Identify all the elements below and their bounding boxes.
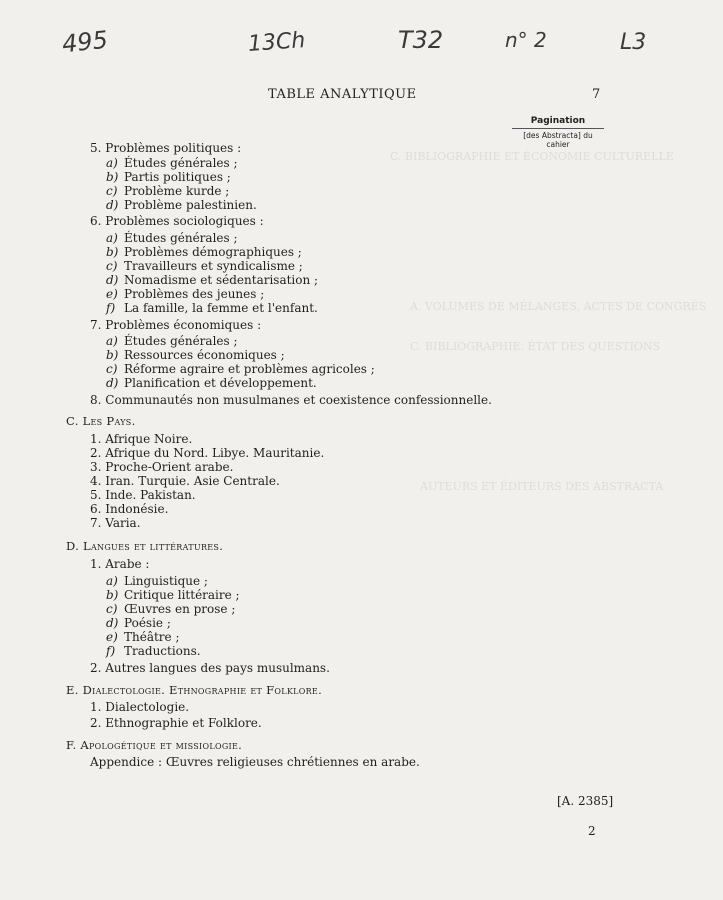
item-label: Problèmes sociologiques : <box>105 214 264 228</box>
footer-page-number: 2 <box>588 824 596 838</box>
toc-sub-item: b) Ressources économiques ; <box>106 348 285 362</box>
section-d-entry: 1. Arabe : <box>90 557 150 571</box>
toc-sub-item: f) La famille, la femme et l'enfant. <box>106 301 318 315</box>
section-e-heading: E. Dialectologie. Ethnographie et Folklore. <box>66 683 323 697</box>
handwritten-note-4: n° 2 <box>505 28 547 52</box>
toc-sub-item: d) Nomadisme et sédentarisation ; <box>106 273 319 287</box>
item-number: 5. <box>90 141 102 155</box>
toc-sub-item: b) Partis politiques ; <box>106 170 231 184</box>
section-c-entry: 4. Iran. Turquie. Asie Centrale. <box>90 474 280 488</box>
toc-sub-item: a) Études générales ; <box>106 334 238 348</box>
pagination-subtitle: [des Abstracta] du cahier <box>512 128 604 149</box>
item-label: Problèmes économiques : <box>105 318 262 332</box>
toc-sub-item: a) Études générales ; <box>106 231 238 245</box>
toc-sub-item: c) Réforme agraire et problèmes agricoles ; <box>106 362 375 376</box>
item-number: 6. <box>90 214 102 228</box>
toc-sub-item: d) Planification et développement. <box>106 376 317 390</box>
toc-sub-item: a) Études générales ; <box>106 156 238 170</box>
pagination-note <box>512 116 604 149</box>
page-number: 7 <box>592 87 601 102</box>
section-c-entry: 2. Afrique du Nord. Libye. Mauritanie. <box>90 446 325 460</box>
section-c-entry: 1. Afrique Noire. <box>90 432 193 446</box>
toc-sub-item: a) Linguistique ; <box>106 574 208 588</box>
toc-sub-item: d) Problème palestinien. <box>106 198 257 212</box>
section-c-entry: 6. Indonésie. <box>90 502 169 516</box>
section-c-entry: 5. Inde. Pakistan. <box>90 488 196 502</box>
toc-sub-item: d) Poésie ; <box>106 616 171 630</box>
toc-sub-item: c) Problème kurde ; <box>106 184 230 198</box>
pagination-title: Pagination <box>530 116 586 126</box>
toc-sub-item: b) Critique littéraire ; <box>106 588 240 602</box>
footer-reference: [A. 2385] <box>557 794 614 808</box>
handwritten-note-2: 13Ch <box>247 28 307 57</box>
toc-sub-item: f) Traductions. <box>106 644 201 658</box>
item-label: Communautés non musulmanes et coexistence confessionnelle. <box>105 393 492 407</box>
section-c-entry: 7. Varia. <box>90 516 141 530</box>
handwritten-note-1: 495 <box>60 25 110 59</box>
section-d-entry: 2. Autres langues des pays musulmans. <box>90 661 330 675</box>
toc-sub-item: e) Théâtre ; <box>106 630 180 644</box>
handwritten-note-3: T32 <box>398 26 444 54</box>
section-e-entry: 2. Ethnographie et Folklore. <box>90 716 262 730</box>
appendix-line: Appendice : Œuvres religieuses chrétiennes en arabe. <box>90 755 420 769</box>
handwritten-note-5: L3 <box>620 30 647 55</box>
toc-sub-item: b) Problèmes démographiques ; <box>106 245 302 259</box>
document-page: C. BIBLIOGRAPHIE ET ÉCONOMIE CULTURELLE A. VOLUMES DE MÉLANGES, ACTES DE CONGRÈS C. BIBLIOGRAPHIE. ÉTAT DES QUESTIONS AUTEURS ET ÉDITEURS DES ABSTRACTA 495 13Ch T32 n° 2 L3 TABLE ANALYTIQUE 7 Pagination [des Abstracta] du cahier 5. Problèmes politiques : a) Études générales ; b) Partis politiques ; c) Problème kurde ; d) Problème palestinien. 6. Problèmes sociologiques : a) Études générales ; b) Problèmes démographiques ; c) Travailleurs et syndicalisme ; d) Nomadisme et sédentarisation ; e) Problèmes des jeunes ; f) La famille, la femme et l'enfant. 7. Problèmes économiques : a) Études générales ; b) Ressources économiques ; c) Réforme agraire et problèmes agricoles ; d) Planification et développement. 8. Communautés non musulmanes et coexistence confessionnelle. C. Les Pays. 1. Afrique Noire. 2. Afrique du Nord. Libye. Mauritanie. 3. Proche-Orient arabe. 4. Iran. Turquie. Asie Centrale. 5. Inde. Pakistan. 6. Indonésie. 7. Varia. D. Langues et littératures. 1. Arabe : a) Linguistique ; b) Critique littéraire ; c) Œuvres en prose ; d) Poésie ; e) Théâtre ; f) Traductions. 2. Autres langues des pays musulmans. E. Dialectologie. Ethnographie et Folklore. 1. Dialectologie. 2. Ethnographie et Folklore. F. Apologétique et missiologie. Appendice : Œuvres religieuses chrétiennes en arabe. [A. 2385] 2 <box>60 25 707 838</box>
item-label: Problèmes politiques : <box>105 141 242 155</box>
item-number: 8. <box>90 393 102 407</box>
toc-item-8 <box>90 393 492 407</box>
page-title: TABLE ANALYTIQUE <box>268 87 417 102</box>
toc-sub-item: e) Problèmes des jeunes ; <box>106 287 265 301</box>
section-e-entry: 1. Dialectologie. <box>90 700 190 714</box>
section-d-heading: D. Langues et littératures. <box>66 539 224 553</box>
toc-sub-item: c) Œuvres en prose ; <box>106 602 236 616</box>
toc-item-5 <box>90 141 241 155</box>
toc-item-7 <box>90 318 261 332</box>
section-f-heading: F. Apologétique et missiologie. <box>66 738 243 752</box>
toc-sub-item: c) Travailleurs et syndicalisme ; <box>106 259 303 273</box>
toc-item-6 <box>90 214 264 228</box>
section-c-heading: C. Les Pays. <box>66 414 136 428</box>
section-c-entry: 3. Proche-Orient arabe. <box>90 460 234 474</box>
item-number: 7. <box>90 318 102 332</box>
